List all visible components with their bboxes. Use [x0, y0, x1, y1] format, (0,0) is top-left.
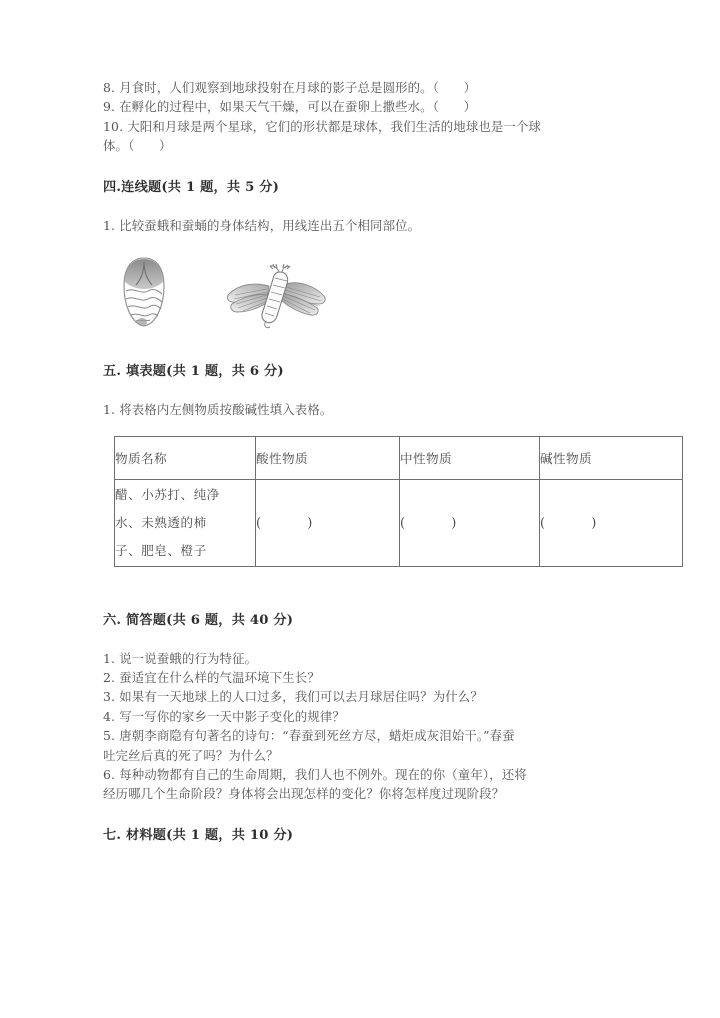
paren-open: (	[256, 515, 262, 531]
spacer	[103, 352, 655, 362]
table-cell-acidic-answer[interactable]	[256, 479, 400, 566]
section-six-question-6-cont: 经历哪几个生命阶段？身体将会出现怎样的变化？你将怎样度过现阶段？	[103, 786, 505, 802]
spacer	[103, 804, 655, 826]
section-six-question-3: 3. 如果有一天地球上的人口过多，我们可以去月球居住吗？为什么？	[103, 689, 483, 705]
insect-figure-row	[103, 248, 655, 352]
spacer	[103, 198, 655, 216]
spacer	[103, 589, 655, 611]
page-content	[103, 78, 655, 846]
paren-close: )	[451, 515, 457, 531]
paren-open: (	[400, 515, 406, 531]
table-cell-substance-list	[115, 479, 256, 566]
judgement-question-9: 9. 在孵化的过程中，如果天气干燥，可以在蚕卵上撒些水。（ ）	[103, 99, 477, 115]
spacer	[103, 156, 655, 178]
table-row	[115, 479, 683, 566]
judgement-question-10-cont: 体。（ ）	[103, 138, 172, 154]
section-heading-seven: 七. 材料题(共 1 题，共 10 分)	[103, 827, 294, 843]
spacer	[103, 567, 655, 589]
fill-table-wrapper	[114, 436, 682, 567]
substance-line-2: 水、未熟透的柿	[115, 514, 207, 530]
section-heading-five: 五. 填表题(共 1 题，共 6 分)	[103, 363, 284, 379]
section-heading-six: 六. 简答题(共 6 题，共 40 分)	[103, 612, 294, 628]
table-header-acidic: 酸性物质	[256, 436, 400, 479]
judgement-question-8: 8. 月食时，人们观察到地球投射在月球的影子总是圆形的。（ ）	[103, 80, 477, 95]
section-five-question-1: 1. 将表格内左侧物质按酸碱性填入表格。	[103, 401, 333, 417]
section-six-question-6: 6. 每种动物都有自己的生命周期，我们人也不例外。现在的你（童年），还将	[103, 767, 527, 783]
paren-close: )	[591, 515, 597, 531]
table-header-substance-name: 物质名称	[115, 436, 256, 479]
table-cell-basic-answer[interactable]	[540, 479, 683, 566]
substance-line-3: 子、肥皂、橙子	[115, 542, 207, 558]
substance-line-1: 醋、小苏打、纯净	[115, 486, 220, 502]
table-header-neutral: 中性物质	[400, 436, 540, 479]
table-cell-neutral-answer[interactable]	[400, 479, 540, 566]
acid-base-table	[114, 436, 683, 567]
paren-open: (	[540, 515, 546, 531]
silkworm-pupa-icon	[117, 256, 171, 328]
table-header-basic: 碱性物质	[540, 436, 683, 479]
section-six-question-5-cont: 吐完丝后真的死了吗？为什么？	[103, 747, 279, 763]
spacer	[103, 631, 655, 649]
section-four-question-1: 1. 比较蚕蛾和蚕蛹的身体结构，用线连出五个相同部位。	[103, 217, 421, 233]
section-six-question-5: 5. 唐朝李商隐有句著名的诗句：“春蚕到死丝方尽，蜡炬成灰泪始干。”春蚕	[103, 728, 515, 744]
paren-close: )	[307, 515, 313, 531]
section-six-question-1: 1. 说一说蚕蛾的行为特征。	[103, 650, 258, 666]
section-heading-four: 四.连线题(共 1 题，共 5 分)	[103, 179, 280, 195]
table-header-row	[115, 436, 683, 479]
silkworm-moth-icon	[225, 264, 329, 330]
section-six-question-2: 2. 蚕适宜在什么样的气温环境下生长？	[103, 670, 320, 686]
spacer	[103, 382, 655, 400]
section-six-question-4: 4. 写一写你的家乡一天中影子变化的规律？	[103, 708, 345, 724]
judgement-question-10: 10. 大阳和月球是两个星球，它们的形状都是球体，我们生活的地球也是一个球	[103, 118, 542, 134]
